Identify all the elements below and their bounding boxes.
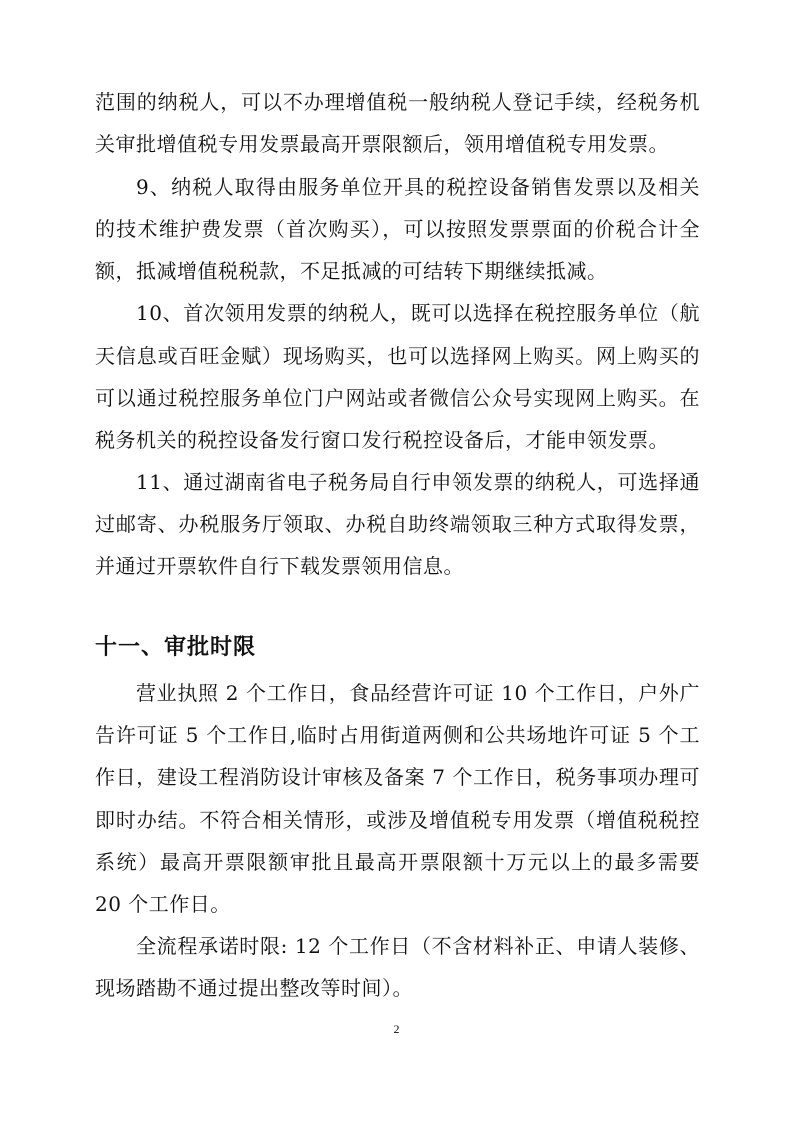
page-number: 2 xyxy=(393,1022,400,1036)
section-heading: 十一、审批时限 xyxy=(95,635,257,660)
paragraph-line: 关审批增值税专用发票最高开票限额后，领用增值税专用发票。 xyxy=(95,132,669,156)
paragraph-line: 的技术维护费发票（首次购买），可以按照发票票面的价税合计全 xyxy=(95,217,700,241)
paragraph-line: 并通过开票软件自行下载发票领用信息。 xyxy=(95,554,464,578)
paragraph-line: 税务机关的税控设备发行窗口发行税控设备后，才能申领发票。 xyxy=(95,428,669,452)
paragraph-line: 范围的纳税人，可以不办理增值税一般纳税人登记手续，经税务机 xyxy=(95,90,700,114)
paragraph-line: 营业执照 2 个工作日，食品经营许可证 10 个工作日，户外广 xyxy=(136,681,700,705)
paragraph-line: 即时办结。不符合相关情形，或涉及增值税专用发票（增值税税控 xyxy=(95,808,700,832)
paragraph-line: 可以通过税控服务单位门户网站或者微信公众号实现网上购买。在 xyxy=(95,386,700,410)
paragraph-line: 20 个工作日。 xyxy=(95,892,231,916)
paragraph-line: 现场踏勘不通过提出整改等时间）。 xyxy=(95,976,413,1000)
paragraph-line: 天信息或百旺金赋）现场购买，也可以选择网上购买。网上购买的 xyxy=(95,344,700,368)
paragraph-line: 9、纳税人取得由服务单位开具的税控设备销售发票以及相关 xyxy=(136,175,700,199)
paragraph-line: 过邮寄、办税服务厅领取、办税自助终端领取三种方式取得发票， xyxy=(95,512,700,536)
paragraph-line: 10、首次领用发票的纳税人，既可以选择在税控服务单位（航 xyxy=(136,301,700,325)
paragraph-line: 系统）最高开票限额审批且最高开票限额十万元以上的最多需要 xyxy=(95,850,700,874)
paragraph-line: 告许可证 5 个工作日,临时占用街道两侧和公共场地许可证 5 个工 xyxy=(95,723,700,747)
paragraph-line: 全流程承诺时限: 12 个工作日（不含材料补正、申请人装修、 xyxy=(136,934,700,958)
paragraph-line: 11、通过湖南省电子税务局自行申领发票的纳税人，可选择通 xyxy=(136,470,700,494)
paragraph-line: 额，抵减增值税税款，不足抵减的可结转下期继续抵减。 xyxy=(95,259,608,283)
paragraph-line: 作日，建设工程消防设计审核及备案 7 个工作日，税务事项办理可 xyxy=(95,765,700,789)
